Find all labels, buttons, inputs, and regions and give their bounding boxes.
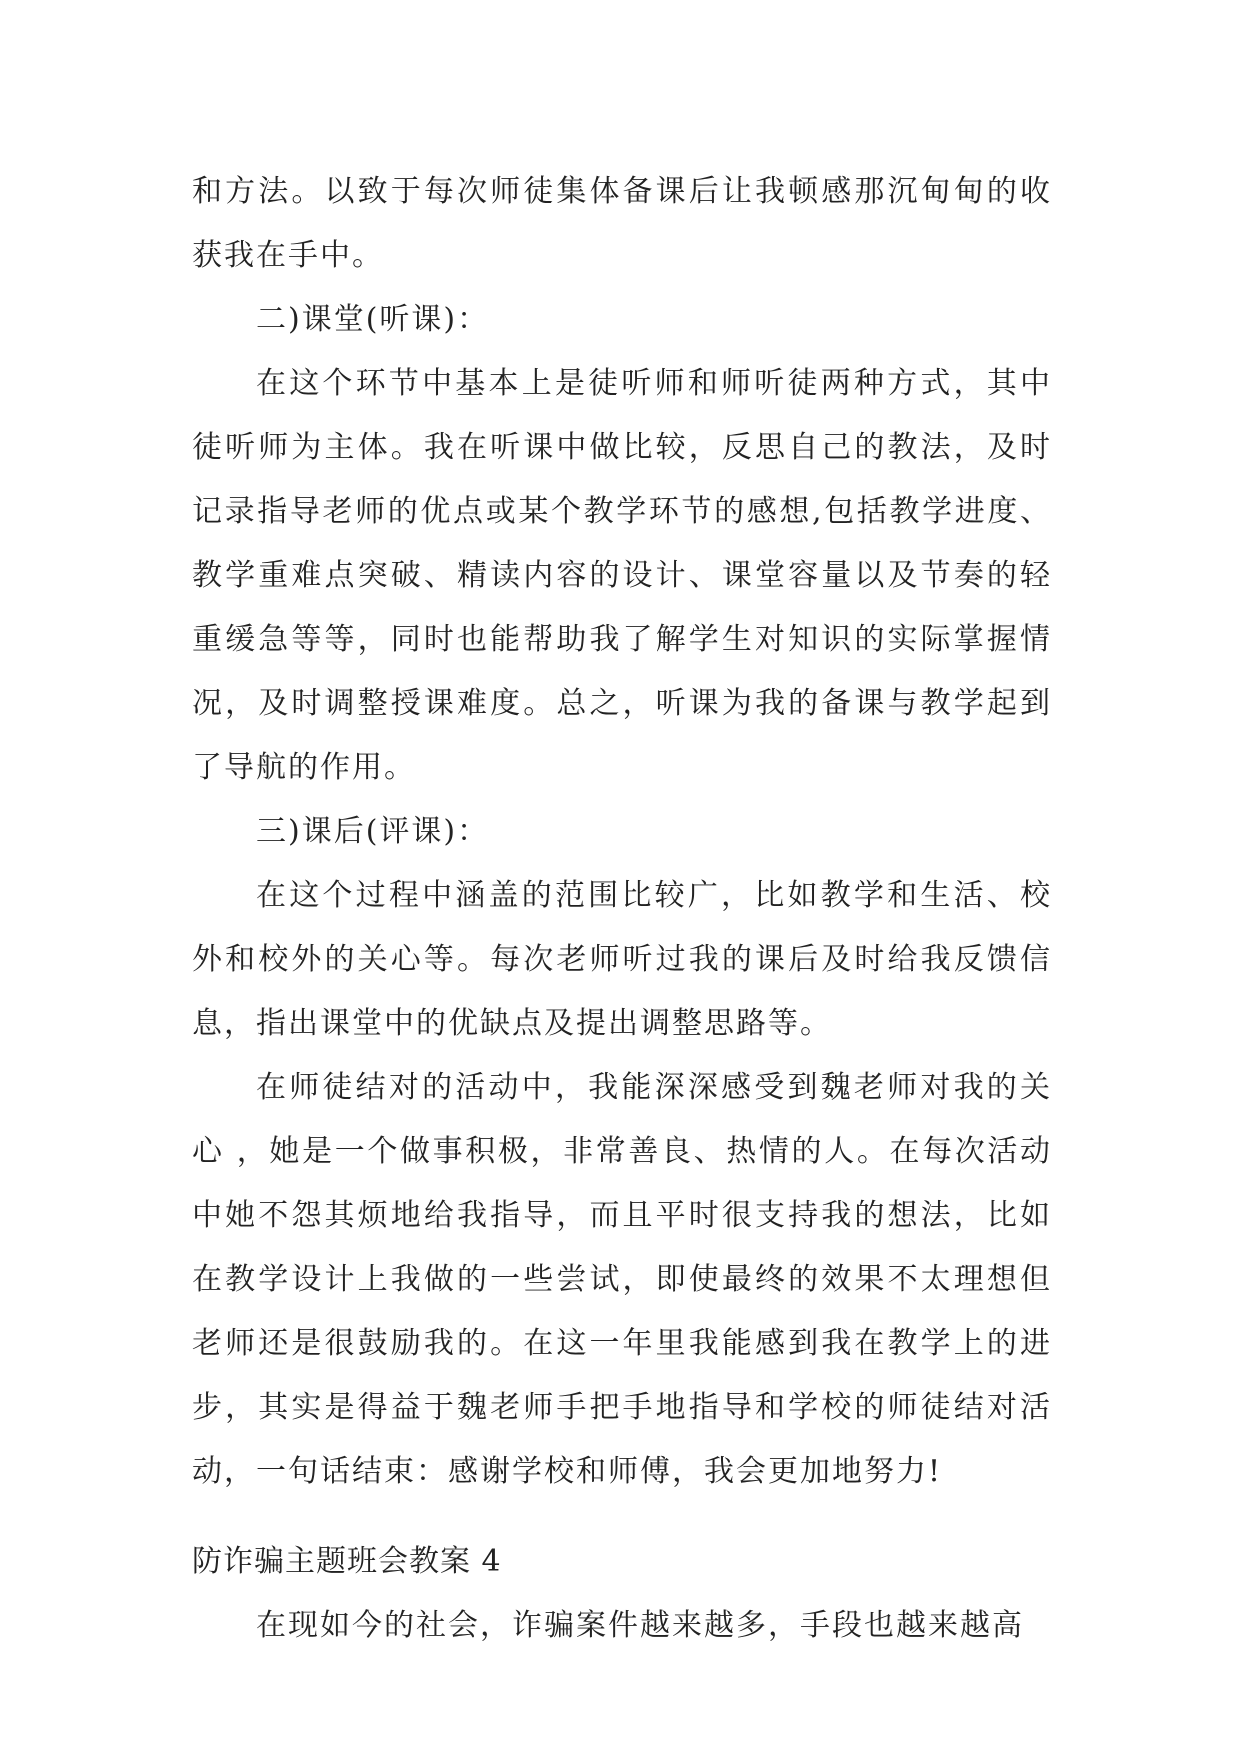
paragraph-after-class: 在这个过程中涵盖的范围比较广，比如教学和生活、校外和校外的关心等。每次老师听过我的课后及时给我反馈信息，指出课堂中的优缺点及提出调整思路等。 (192, 878, 1052, 1041)
subheading-classroom: 二)课堂(听课)： (256, 302, 490, 337)
document-body (192, 160, 1052, 1658)
paragraph-conclusion: 在师徒结对的活动中，我能深深感受到魏老师对我的关心 ，她是一个做事积极，非常善良、热情的人。在每次活动中她不怨其烦地给我指导，而且平时很支持我的想法，比如在教学设计上我做的一些尝试，即使最终的效果不太理想但老师还是很鼓励我的。在这一年里我能感到我在教学上的进步，其实是得益于魏老师手把手地指导和学校的师徒结对活动，一句话结束：感谢学校和师傅，我会更加地努力! (192, 1070, 1052, 1489)
section-gap (192, 1504, 1052, 1530)
paragraph-continuation: 和方法。以致于每次师徒集体备课后让我顿感那沉甸甸的收获我在手中。 (192, 174, 1052, 273)
section-title: 防诈骗主题班会教案 4 (192, 1544, 502, 1579)
paragraph-classroom: 在这个环节中基本上是徒听师和师听徒两种方式，其中徒听师为主体。我在听课中做比较，反思自己的教法，及时记录指导老师的优点或某个教学环节的感想,包括教学进度、教学重难点突破、精读内容的设计、课堂容量以及节奏的轻重缓急等等，同时也能帮助我了解学生对知识的实际掌握情况，及时调整授课难度。总之，听课为我的备课与教学起到了导航的作用。 (192, 366, 1052, 785)
paragraph-section-intro: 在现如今的社会，诈骗案件越来越多，手段也越来越高 (256, 1608, 1024, 1643)
subheading-after-class: 三)课后(评课)： (256, 814, 490, 849)
